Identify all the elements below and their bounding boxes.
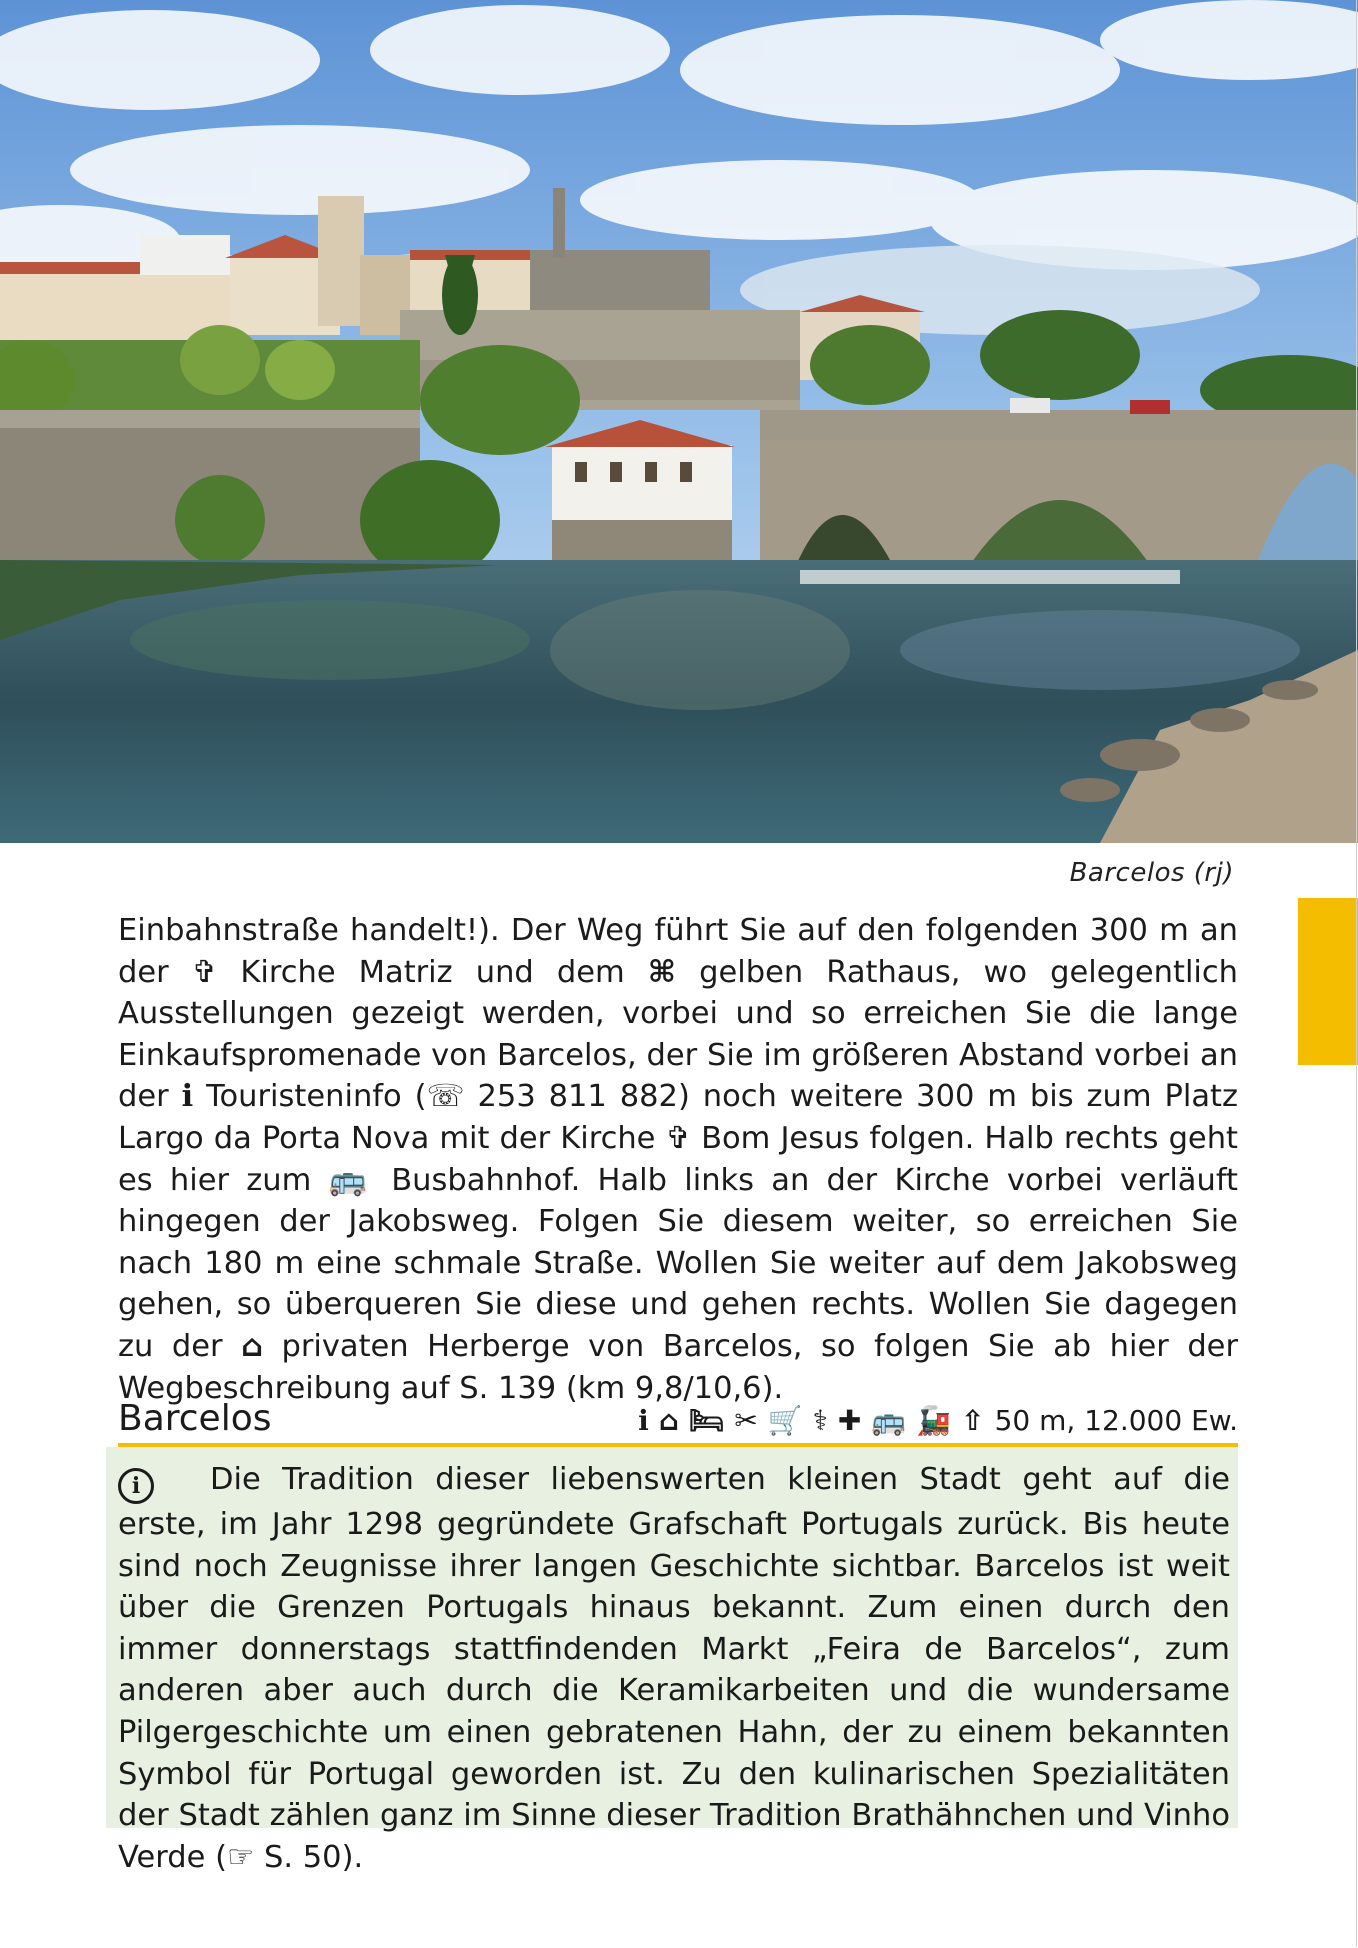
text-segment: Busbahnhof. Halb links an der Kirche vorbei verläuft hingegen der Jakobsweg. Folgen Sie diesem weiter, so erreichen Sie nach 180 m eine schmale Straße. Wollen Sie weiter auf dem Jakobsweg gehen, so überqueren Sie diese und gehen rechts. Wollen Sie dagegen zu der xyxy=(118,1162,1238,1364)
text-segment: Bom Jesus folgen. Halb rechts geht es hier zum xyxy=(118,1120,1238,1198)
restaurant-icon: ✂ xyxy=(734,1404,758,1437)
info-text: Die Tradition dieser liebenswerten kleinen Stadt geht auf die erste, im Jahr 1298 gegründete Grafschaft Portugals zurück. Bis heute sind noch Zeugnisse ihrer langen Geschichte sichtbar. Barcelos ist weit über die Grenzen Portugals hinaus bekannt. Zum einen durch den immer donnerstags stattfindenden Markt „Feira de Barcelos“, zum anderen aber auch durch die Keramikarbeiten und die wundersame Pilgergeschichte um einen gebratenen Hahn, der zu einem bekannten Symbol für Portugal geworden ist. Zu den kulinarischen Spezialitäten der Stadt zählen ganz im Sinne dieser Tradition Brathähnchen und Vinho Verde ( xyxy=(118,1462,1230,1875)
elevation-icon: ⇧ xyxy=(961,1404,985,1437)
section-stats: 50 m, 12.000 Ew. xyxy=(994,1404,1238,1437)
text-segment: Touristeninfo ( xyxy=(193,1079,427,1115)
section-heading xyxy=(118,1397,1238,1447)
facility-icons xyxy=(638,1404,1238,1437)
phone-icon: ☏ xyxy=(426,1079,465,1115)
bus-icon: 🚌 xyxy=(871,1404,907,1437)
text-segment: Einbahnstraße handelt!). Der Weg führt Sie auf den folgenden 300 m an der xyxy=(118,913,1238,990)
section-title: Barcelos xyxy=(118,1398,272,1439)
info-box xyxy=(106,1447,1238,1875)
text-segment: privaten Herberge von Barcelos, so folgen Sie ab hier der Wegbeschreibung auf S. 139 (km 9,8/10,6). xyxy=(118,1328,1238,1406)
pointer-hand-icon: ☞ xyxy=(226,1839,255,1875)
text-segment: 253 811 882) noch weitere 300 m bis zum Platz Largo da Porta Nova mit der Kirche xyxy=(118,1079,1238,1156)
body-paragraph xyxy=(118,910,1238,1409)
pharmacy-icon: ⚕ xyxy=(812,1404,828,1437)
bed-icon: 🛏 xyxy=(688,1404,725,1437)
church-icon: ✞ xyxy=(665,1120,692,1156)
tourist-info-icon: ℹ xyxy=(638,1404,649,1437)
hostel-icon: ⌂ xyxy=(658,1404,679,1437)
barcelos-photo xyxy=(0,0,1358,843)
chapter-thumb-tab xyxy=(1298,898,1358,1065)
photo-caption: Barcelos (rj) xyxy=(1069,858,1234,888)
tourist-info-icon: ℹ xyxy=(181,1079,194,1115)
info-text-end: S. 50). xyxy=(254,1839,364,1875)
hostel-icon: ⌂ xyxy=(241,1328,263,1364)
info-icon: i xyxy=(118,1468,154,1504)
text-segment: Kirche Matriz und dem xyxy=(217,954,648,990)
town-hall-icon: ⌘ xyxy=(647,954,677,990)
bus-icon: 🚌 xyxy=(328,1162,375,1198)
medical-icon: ✚ xyxy=(837,1404,862,1437)
church-icon: ✞ xyxy=(191,954,218,990)
train-icon: 🚂 xyxy=(916,1404,952,1437)
text-segment: gelben Rathaus, wo gelegentlich Ausstellungen gezeigt werden, vorbei und so erreichen Sie die lange Einkaufspromenade von Barcelos, der Sie im größeren Abstand vorbei an der xyxy=(118,954,1238,1115)
shopping-cart-icon: 🛒 xyxy=(767,1404,803,1437)
